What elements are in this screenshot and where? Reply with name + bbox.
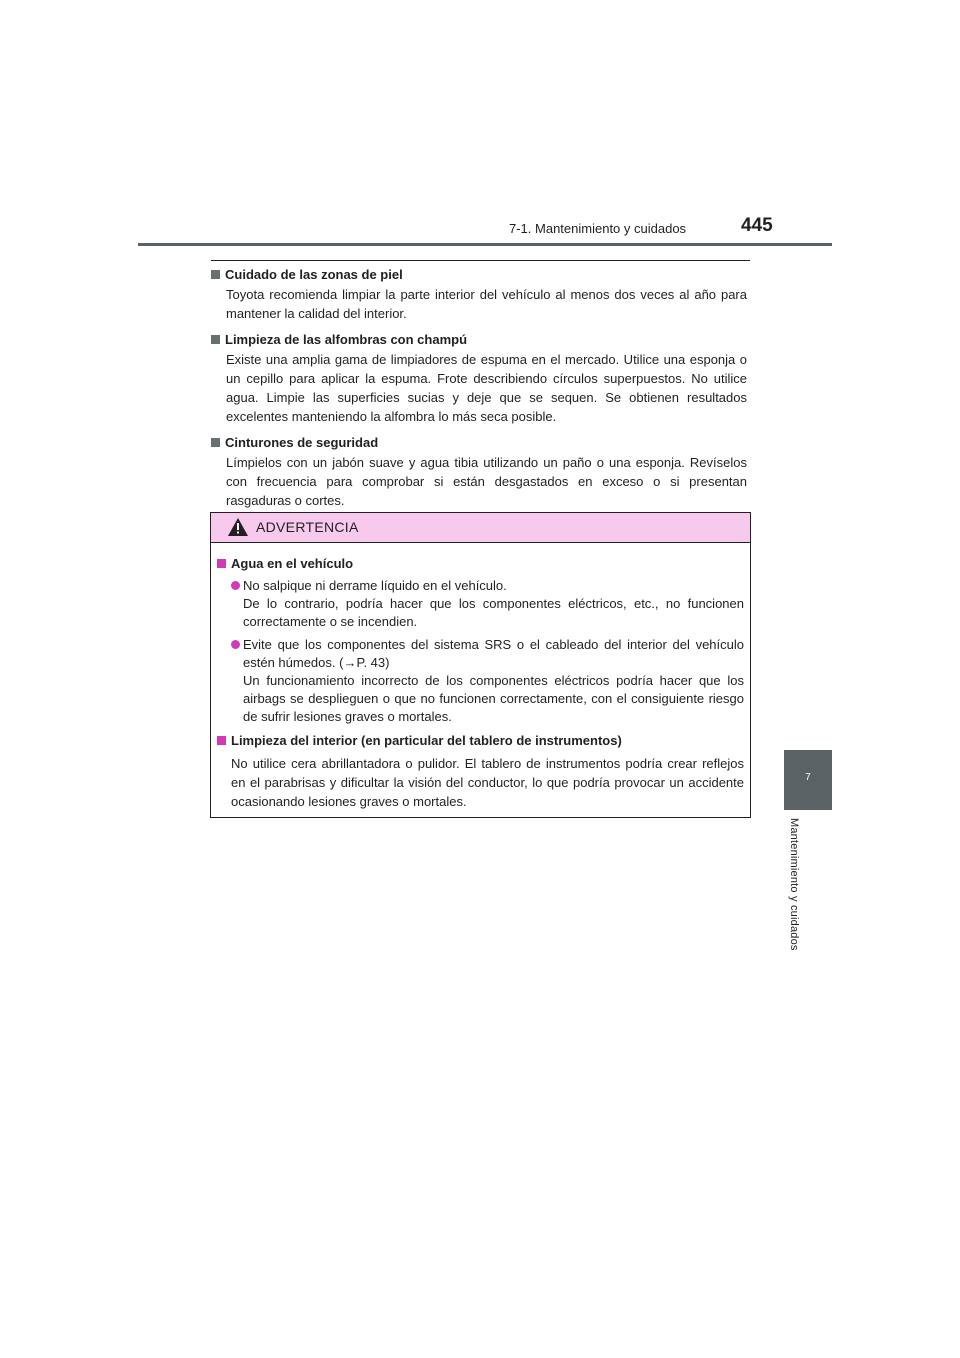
section-heading: Limpieza de las alfombras con champú [225,332,468,347]
section-leather-care [211,265,747,323]
header-rule [138,243,832,246]
warning-body [211,543,750,811]
warning-item [217,636,744,726]
chapter-number: 7 [805,772,811,783]
square-bullet-icon [217,736,226,745]
content-divider [211,260,750,261]
section-heading: Cuidado de las zonas de piel [225,267,403,282]
warning-item-line: Evite que los componentes del sistema SRS o el cableado del interior del vehículo estén húmedos. (→P. 43) [243,637,744,670]
warning-header [211,513,750,543]
section-heading: Cinturones de seguridad [225,435,379,450]
warning-triangle-icon [228,518,248,536]
round-bullet-icon [231,640,240,649]
warning-item-line: Un funcionamiento incorrecto de los componentes eléctricos podría hacer que los airbags se desplieguen o que no funcionen correctamente, con el consiguiente riesgo de sufrir lesiones graves o mortales. [243,673,744,724]
square-bullet-icon [211,270,220,279]
warning-item-line: De lo contrario, podría hacer que los componentes eléctricos, etc., no funcionen correctamente o se incendien. [243,596,744,629]
warning-block-heading: Limpieza del interior (en particular del tablero de instrumentos) [231,733,622,748]
section-seat-belts [211,433,747,510]
warning-box [210,512,751,818]
section-title: 7-1. Mantenimiento y cuidados [509,221,687,236]
chapter-tab[interactable] [784,750,832,810]
chapter-label: Mantenimiento y cuidados [788,818,800,951]
warning-item-line: No salpique ni derrame líquido en el vehículo. [243,578,507,593]
warning-block-body: No utilice cera abrillantadora o pulidor. El tablero de instrumentos podría crear reflejos en el parabrisas y dificultar la visión del conductor, lo que podría provocar un accidente ocasionando lesiones graves o mortales. [231,756,744,809]
round-bullet-icon [231,581,240,590]
warning-block-heading: Agua en el vehículo [231,556,354,571]
page-number: 445 [741,215,773,236]
warning-item [217,577,744,631]
warning-block-water [217,554,744,726]
warning-block-dashboard [217,731,744,811]
square-bullet-icon [211,335,220,344]
section-body: Toyota recomienda limpiar la parte interior del vehículo al menos dos veces al año para mantener la calidad del interior. [226,287,747,321]
warning-title: ADVERTENCIA [256,519,359,535]
main-content [211,265,747,517]
section-carpet-shampoo [211,330,747,426]
section-body: Límpielos con un jabón suave y agua tibia utilizando un paño o una esponja. Revíselos con frecuencia para comprobar si están desgastados en exceso o si presentan rasgaduras o cortes. [226,455,747,508]
square-bullet-icon [211,438,220,447]
square-bullet-icon [217,559,226,568]
section-body: Existe una amplia gama de limpiadores de espuma en el mercado. Utilice una esponja o un cepillo para aplicar la espuma. Frote describiendo círculos superpuestos. No utilice agua. Limpie las superficies sucias y deje que se sequen. Se obtienen resultados excelentes manteniendo la alfombra lo más seca posible. [226,352,747,424]
